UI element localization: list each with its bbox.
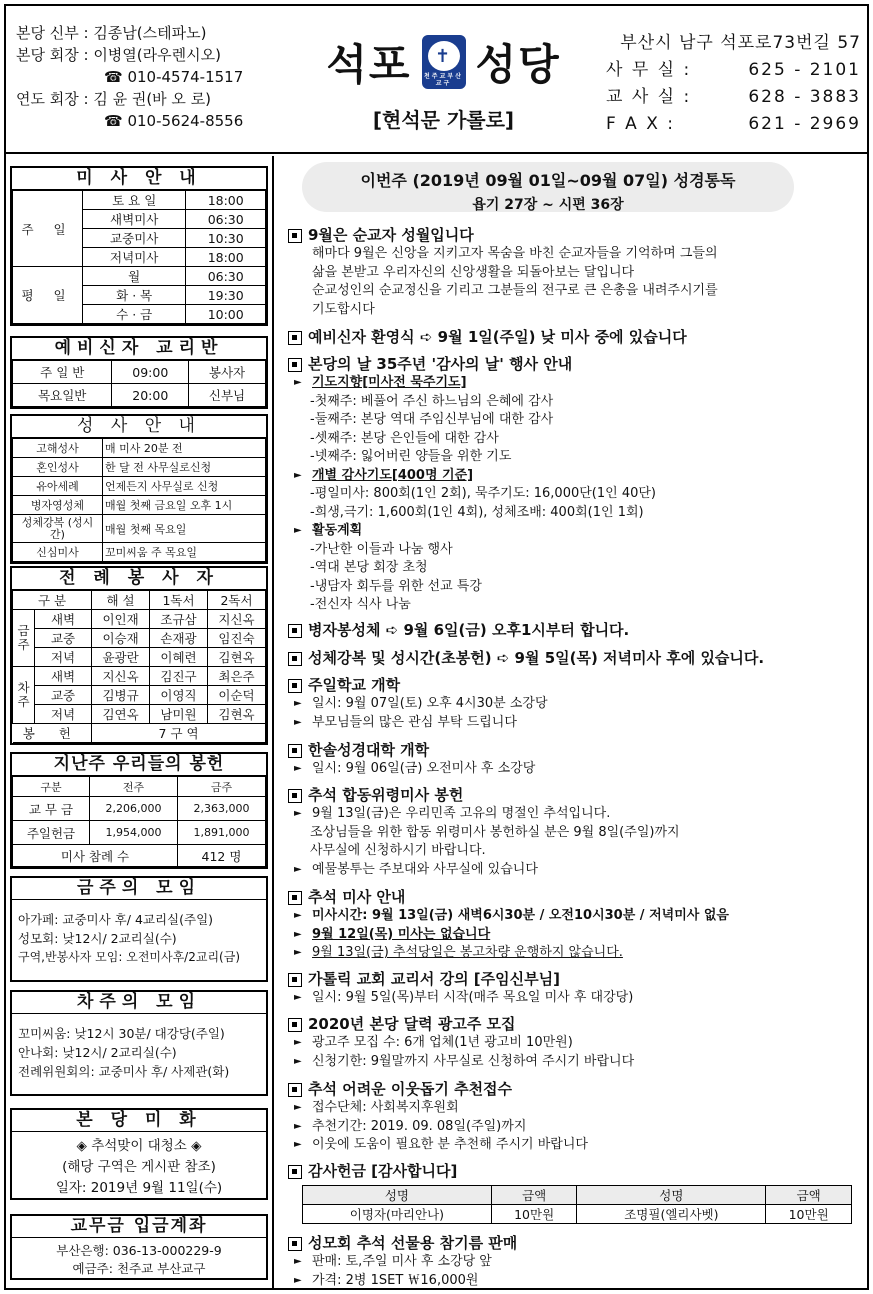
notice-bullet-icon <box>288 1083 302 1097</box>
this-week-meetings-title: 금주의 모임 <box>12 878 266 900</box>
mass-schedule-title: 미 사 안 내 <box>12 168 266 190</box>
pastor-line: 본당 신부 : 김종남(스테파노) <box>16 24 207 42</box>
next-week-meetings-box <box>10 990 268 1096</box>
contact-teacher: 교 사 실 : 628 - 3883 <box>606 87 861 107</box>
liturgy-servers-box <box>10 566 268 745</box>
church-brand <box>316 32 571 133</box>
offertory-title: 지난주 우리들의 봉헌 <box>12 754 266 776</box>
account-title: 교무금 입금계좌 <box>12 1216 266 1238</box>
notice-welcome: 예비신자 환영식 ➪ 9월 1일(주일) 낮 미사 중에 있습니다 <box>288 328 863 347</box>
notice-bullet-icon <box>288 1165 302 1179</box>
youth-president-phone: ☎ 010-5624-8556 <box>104 112 244 130</box>
notice-sick-communion: 병자봉성체 ➪ 9월 6일(금) 오후1시부터 합니다. <box>288 621 863 640</box>
notice-adoration: 성체강복 및 성시간(초봉헌) ➪ 9월 5일(목) 저녁미사 후에 있습니다. <box>288 649 863 668</box>
notice-martyr: 9월은 순교자 성월입니다 해마다 9월은 신앙을 지키고자 목숨을 바친 순교자들을 기억하며 그들의 삶을 본받고 우리자신의 신앙생활을 되돌아보는 달입니다 순교성인의 순교정신을 기리고 그분들의 전구로 큰 은총을 내려주시기를 기도합시다 <box>288 226 863 319</box>
notice-bible-college: 한솔성경대학 개학 ► 일시: 9월 06일(금) 오전미사 후 소강당 <box>288 741 863 779</box>
meeting-line: 아가페: 교중미사 후/ 4교리실(주일) <box>18 912 214 927</box>
bible-reading-title: 이번주 (2019년 09월 01일~09월 07일) 성경통독 <box>360 171 736 190</box>
notice-sunday-school: 주일학교 개학 ► 일시: 9월 07일(토) 오후 4시30분 소강당 ► 부모님들의 많은 관심 부탁 드립니다 <box>288 676 863 732</box>
liturgy-servers-table: 구 분 해 설 1독서 2독서 금주 새벽 이인재 조규삼 지신옥 교중 이승재 손재광 임진숙 저녁 윤광란 이혜련 김현옥 차주 새벽 지신옥 김진구 최은주 교중 김병규 이영직 이순덕 저녁 김연옥 남미원 김현옥 봉 헌 7 구 역 <box>12 590 266 743</box>
church-name-right: 성당 <box>475 40 561 89</box>
notice-bullet-icon <box>288 973 302 987</box>
meeting-line: 전례위원회의: 교중미사 후/ 사제관(화) <box>18 1064 230 1079</box>
catechumen-box <box>10 336 268 409</box>
main-content <box>278 156 867 1288</box>
notice-bullet-icon <box>288 652 302 666</box>
logo-caption: 천주교부산교구 <box>424 73 463 87</box>
notice-bullet-icon <box>288 624 302 638</box>
contact-info <box>606 30 861 138</box>
meeting-line: 구역,반봉사자 모임: 오전미사후/2교리(금) <box>18 950 241 964</box>
bulletin-page <box>4 4 869 1290</box>
liturgy-servers-title: 전 례 봉 사 자 <box>12 568 266 590</box>
beautify-line: ◈ 추석맞이 대청소 ◈ <box>76 1138 202 1154</box>
sidebar <box>6 156 274 1288</box>
president-line: 본당 회장 : 이병열(라우렌시오) <box>16 46 221 64</box>
bible-reading-banner <box>302 162 794 212</box>
notice-sesame-oil-sale: 성모회 추석 선물용 참기름 판매 ► 판매: 토,주일 미사 후 소강당 앞 ► 가격: 2병 1SET ￦16,000원 <box>288 1234 863 1290</box>
mass-schedule-box <box>10 166 268 326</box>
notice-calendar-ads: 2020년 본당 달력 광고주 모집 ► 광고주 모집 수: 6개 업체(1년 광고비 10만원) ► 신청기한: 9월말까지 사무실로 신청하여 주시기 바랍니다 <box>288 1015 863 1071</box>
header <box>6 6 867 154</box>
account-bank: 부산은행: 036-13-000229-9 <box>56 1243 222 1258</box>
notice-anniversary: 본당의 날 35주년 '감사의 날' 행사 안내 ► 기도지향[미사전 묵주기도] -첫째주: 베풀어 주신 하느님의 은혜에 감사 -둘째주: 본당 역대 주임신부님에 대한 감사 -셋째주: 본당 은인들에 대한 감사 -넷째주: 잃어버린 양들을 위한 기도 ► 개별 감사기도[400명 기준] -평일미사: 800회(1인 2회), 묵주기도: 16,000단(1인 40단) -희생,극기: 1,600회(1인 4회), 성체조배: 400회(1인 1회) ► 활동계획 -가난한 이들과 나눔 행사 -역대 본당 회장 초청 -냉담자 회두를 위한 선교 특강 -전신자 식사 나눔 <box>288 355 863 615</box>
triangle-right-icon: ► <box>294 377 302 388</box>
bible-reading-range: 욥기 27장 ~ 시편 36장 <box>472 197 624 213</box>
meeting-line: 성모회: 낮12시/ 2교리실(수) <box>18 931 177 946</box>
church-name-left: 석포 <box>326 40 412 89</box>
triangle-right-icon: ► <box>294 469 302 481</box>
notice-memorial-mass: 추석 합동위령미사 봉헌 ► 9월 13일(금)은 우리민족 고유의 명절인 추석입니다. 조상님들을 위한 합동 위령미사 봉헌하실 분은 9월 8일(주일)까지 사무실에 신청하시기 바랍니다. ► 예물봉투는 주보대와 사무실에 있습니다 <box>288 786 863 879</box>
notice-bullet-icon <box>288 891 302 905</box>
notice-chuseok-mass: 추석 미사 안내 ► 미사시간: 9월 13일(금) 새벽6시30분 / 오전10시30분 / 저녁미사 없음 ► 9월 12일(목) 미사는 없습니다 ► 9월 13일(금) 추석당일은 봉고차량 운행하지 않습니다. <box>288 888 863 963</box>
notice-thanks-offering: 감사헌금 [감사합니다] 성명 금액 성명 금액 이명자(마리안나) 10만원 조명필(엘리사벳) 10만원 <box>288 1162 863 1224</box>
contact-office: 사 무 실 : 625 - 2101 <box>606 60 861 80</box>
clergy-info <box>16 22 276 132</box>
president-phone: ☎ 010-4574-1517 <box>104 68 244 86</box>
meeting-line: 안나회: 낮12시/ 2교리실(수) <box>18 1045 177 1060</box>
account-holder: 예금주: 천주교 부산교구 <box>72 1261 206 1276</box>
notice-bullet-icon <box>288 358 302 372</box>
mass-schedule-table: 주 일 토 요 일 18:00 새벽미사 06:30 교중미사 10:30 저녁미사 18:00 평 일 월 06:30 화 · 목 19:30 수 · 금 10:00 <box>12 190 266 324</box>
account-box <box>10 1214 268 1280</box>
thanks-offering-table: 성명 금액 성명 금액 이명자(마리안나) 10만원 조명필(엘리사벳) 10만원 <box>302 1185 852 1224</box>
notice-bullet-icon <box>288 679 302 693</box>
street-name: [현석문 가롤로] <box>372 108 515 132</box>
sacrament-title: 성 사 안 내 <box>12 416 266 438</box>
catechumen-table: 주 일 반 09:00 봉사자 목요일반 20:00 신부님 <box>12 360 266 407</box>
sacrament-table: 고해성사 매 미사 20분 전 혼인성사 한 달 전 사무실로신청 유아세례 언제든지 사무실로 신청 병자영성체 매월 첫째 금요일 오후 1시 성체강복 (성시간) 매월 첫째 목요일 신심미사 꼬미씨움 주 목요일 <box>12 438 266 562</box>
meeting-line: 꼬미씨움: 낮12시 30분/ 대강당(주일) <box>18 1026 225 1041</box>
notice-catechism-lecture: 가톨릭 교회 교리서 강의 [주임신부님] ► 일시: 9월 5일(목)부터 시작(매주 목요일 미사 후 대강당) <box>288 970 863 1008</box>
sacrament-box <box>10 414 268 564</box>
notice-bullet-icon <box>288 744 302 758</box>
notice-neighbor-help: 추석 어려운 이웃돕기 추천접수 ► 접수단체: 사회복지후원회 ► 추천기간: 2019. 09. 08일(주일)까지 ► 이웃에 도움이 필요한 분 추천해 주시기 바랍니다 <box>288 1080 863 1155</box>
next-week-meetings-title: 차주의 모임 <box>12 992 266 1014</box>
notice-bullet-icon <box>288 789 302 803</box>
church-logo-icon: ✝ 천주교부산교구 <box>422 35 466 89</box>
notice-bullet-icon <box>288 1018 302 1032</box>
this-week-meetings-box <box>10 876 268 982</box>
notice-bullet-icon <box>288 1237 302 1251</box>
youth-president-line: 연도 회장 : 김 윤 권(바 오 로) <box>16 90 212 108</box>
contact-fax: F A X : 621 - 2969 <box>606 114 861 134</box>
beautify-line: (해당 구역은 게시판 참조) <box>62 1159 216 1175</box>
beautify-title: 본 당 미 화 <box>12 1110 266 1132</box>
triangle-right-icon: ► <box>294 525 302 536</box>
address: 부산시 남구 석포로73번길 57 <box>620 33 861 53</box>
catechumen-title: 예비신자 교리반 <box>12 338 266 360</box>
beautify-box <box>10 1108 268 1200</box>
offertory-table: 구분 전주 금주 교 무 금 2,206,000 2,363,000 주일헌금 1,954,000 1,891,000 미사 참례 수 412 명 <box>12 776 266 867</box>
notice-bullet-icon <box>288 331 302 345</box>
notice-bullet-icon <box>288 229 302 243</box>
offertory-box <box>10 752 268 869</box>
beautify-line: 일자: 2019년 9월 11일(수) <box>55 1180 223 1196</box>
